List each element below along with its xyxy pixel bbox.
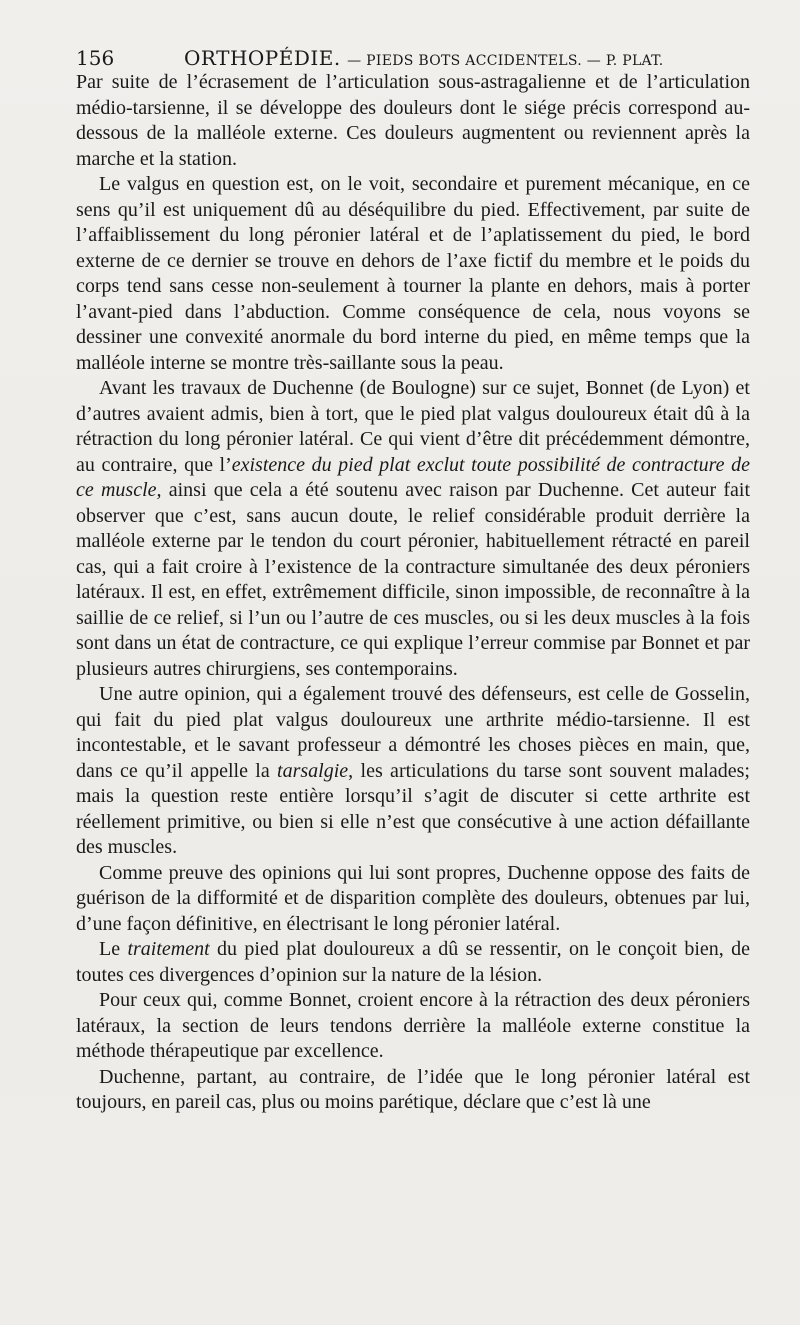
paragraph-2: Le valgus en question est, on le voit, secondaire et purement mécanique, en ce sens qu’il est uniquement dû au déséquilibre du pied. Effectivement, par suite de l’affaiblissement du long péronier latéral et de l’aplatissement du pied, le bord externe de ce dernier se trouve en dehors de l’axe fictif du membre et le poids du corps tend sans cesse non-seulement à tourner la plante en dehors, mais à porter l’avant-pied dans l’abduction. Comme conséquence de cela, nous voyons se dessiner une convexité anormale du bord interne du pied, en même temps que la malléole interne se montre très-saillante sous la peau. [76, 173, 750, 374]
paragraph-3-text-after: ainsi que cela a été soutenu avec raison par Duchenne. Cet auteur fait observer que c’est, sans aucun doute, le relief considérable produit derrière la malléole externe par le tendon du court péronier, habituellement rétracté en pareil cas, qui a fait croire à l’existence de la contracture simultanée des deux péroniers latéraux. Il est, en effet, extrêmement difficile, sinon impossible, de reconnaître à la saillie de ce relief, si l’un ou l’autre de ces muscles, ou si les deux muscles à la fois sont dans un état de contracture, ce qui explique l’erreur commise par Bonnet et par plusieurs autres chirurgiens, ses contemporains. [76, 479, 750, 680]
paragraph-3-italic: existence du pied plat exclut toute possibilité de contracture de ce muscle, [76, 453, 750, 501]
page-number: 156 [76, 46, 115, 70]
paragraph-6-text-after: du pied plat douloureux a dû se ressentir, on le conçoit bien, de toutes ces divergences d’opinion sur la nature de la lésion. [76, 938, 751, 986]
paragraph-4 [76, 682, 750, 861]
running-header [76, 44, 666, 72]
paragraph-1: Par suite de l’écrasement de l’articulation sous-astragalienne et de l’articulation médio-tarsienne, il se développe des douleurs dont le siége précis correspond au-dessous de la malléole externe. Ces douleurs augmentent ou reviennent après la marche et la station. [76, 71, 750, 170]
paragraph-6-italic: traitement [127, 938, 210, 960]
paragraph-3 [76, 376, 750, 682]
paragraph-4-text-before: Une autre opinion, qui a également trouvé des défenseurs, est celle de Gosselin, qui fait du pied plat valgus douloureux une arthrite médio-tarsienne. Il est incontestable, et le savant professeur a démontré les choses pièces en main, que, dans ce qu’il appelle la [76, 683, 750, 782]
body-text [76, 70, 750, 1116]
paragraph-4-text-after: , les articulations du tarse sont souvent malades; mais la question reste entière lorsqu’il s’agit de discuter si cette arthrite est réellement primitive, ou bien si elle n’est que consécutive à une action défaillante des muscles. [76, 759, 750, 858]
paragraph-5: Comme preuve des opinions qui lui sont propres, Duchenne oppose des faits de guérison de la difformité et de disparition complète des douleurs, obtenues par lui, d’une façon définitive, en électrisant le long péronier latéral. [76, 861, 750, 935]
paragraph-3-text-before: Avant les travaux de Duchenne (de Boulogne) sur ce sujet, Bonnet (de Lyon) et d’autres avaient admis, bien à tort, que le pied plat valgus douloureux était dû à la rétraction du long péronier latéral. Ce qui vient d’être dit précédemment démontre, au contraire, que l’ [76, 377, 750, 476]
paragraph-7: Pour ceux qui, comme Bonnet, croient encore à la rétraction des deux péroniers latéraux, la section de leurs tendons derrière la malléole externe constitue la méthode thérapeutique par excellence. [76, 989, 750, 1062]
paragraph-4-italic: tarsalgie [277, 759, 349, 782]
running-title: ORTHOPÉDIE. [184, 46, 341, 70]
paragraph-6-text-before: Le [99, 938, 128, 960]
running-subtitle: — PIEDS BOTS ACCIDENTELS. — P. PLAT. [347, 53, 664, 69]
paragraph-6 [76, 937, 750, 988]
paragraph-8: Duchenne, partant, au contraire, de l’idée que le long péronier latéral est toujours, en pareil cas, plus ou moins parétique, déclare que c’est là une [76, 1065, 750, 1113]
